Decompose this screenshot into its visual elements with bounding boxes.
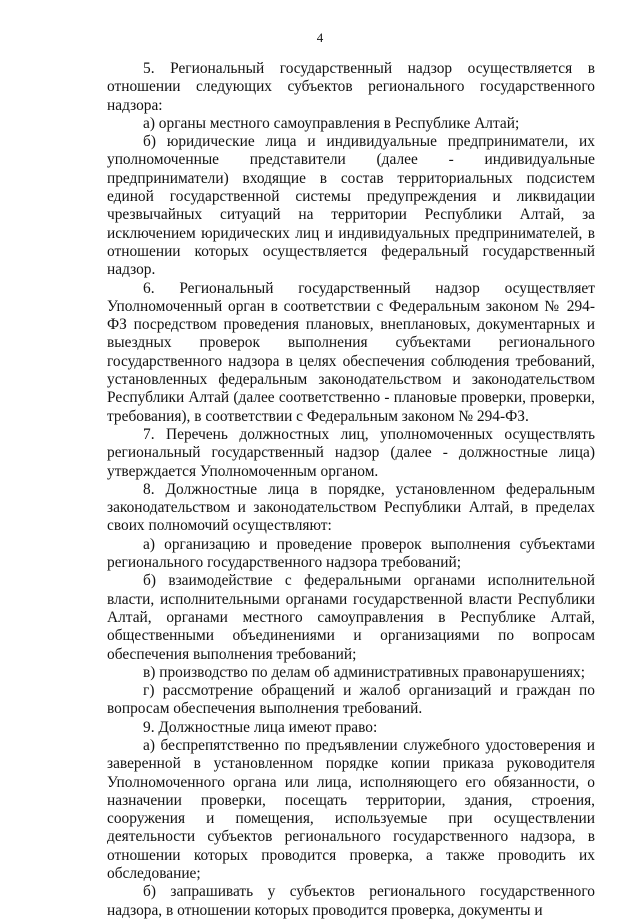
paragraph-5-item-b: б) юридические лица и индивидуальные предприниматели, их уполномоченные представители (далее - индивидуальные предприниматели) входящие в состав территориальных подсистем единой государственной системы предупреждения и ликвидации чрезвычайных ситуаций на территории Республики Алтай, за исключением юридических лиц и индивидуальных предпринимателей, в отношении которых осуществляется федеральный государственный надзор.: [107, 133, 595, 279]
document-body: [107, 60, 595, 920]
paragraph-6: 6. Региональный государственный надзор осуществляет Уполномоченный орган в соответствии с Федеральным законом № 294-ФЗ посредством проведения плановых, внеплановых, документарных и выездных проверок выполнения субъектами регионального государственного надзора в целях обеспечения соблюдения требований, установленных федеральным законодательством и законодательством Республики Алтай (далее соответственно - плановые проверки, проверки, требования), в соответствии с Федеральным законом № 294-ФЗ.: [107, 279, 595, 425]
paragraph-8: 8. Должностные лица в порядке, установленном федеральным законодательством и законодательством Республики Алтай, в пределах своих полномочий осуществляют:: [107, 480, 595, 535]
paragraph-9-item-b: б) запрашивать у субъектов регионального государственного надзора, в отношении которых проводится проверка, документы и: [107, 883, 595, 919]
paragraph-9: 9. Должностные лица имеют право:: [143, 718, 378, 736]
paragraph-8-item-v: в) производство по делам об административных правонарушениях;: [143, 663, 586, 681]
paragraph-8-item-a: а) организацию и проведение проверок выполнения субъектами регионального государственного надзора требований;: [107, 535, 595, 572]
paragraph-5: 5. Региональный государственный надзор осуществляется в отношении следующих субъектов регионального государственного надзора:: [107, 60, 595, 114]
page-number: 4: [316, 30, 324, 45]
paragraph-5-item-a: а) органы местного самоуправления в Республике Алтай;: [143, 114, 520, 132]
paragraph-8-item-b: б) взаимодействие с федеральными органами исполнительной власти, исполнительными органами государственной власти Республики Алтай, органами местного самоуправления в Республике Алтай, общественными объединениями и организациями по вопросам обеспечения выполнения требований;: [107, 572, 595, 663]
paragraph-9-item-a: а) беспрепятственно по предъявлении служебного удостоверения и заверенной в установленном порядке копии приказа руководителя Уполномоченного органа или лица, исполняющего его обязанности, о назначении проверки, посещать территории, здания, строения, сооружения и помещения, используемые при осуществлении деятельности субъектов регионального государственного надзора, в отношении которых проводится проверка, а также проводить их обследование;: [107, 736, 595, 883]
paragraph-7: 7. Перечень должностных лиц, уполномоченных осуществлять региональный государственный надзор (далее - должностные лица) утверждается Уполномоченным органом.: [107, 425, 595, 480]
paragraph-8-item-g: г) рассмотрение обращений и жалоб организаций и граждан по вопросам обеспечения выполнения требований.: [107, 682, 595, 718]
